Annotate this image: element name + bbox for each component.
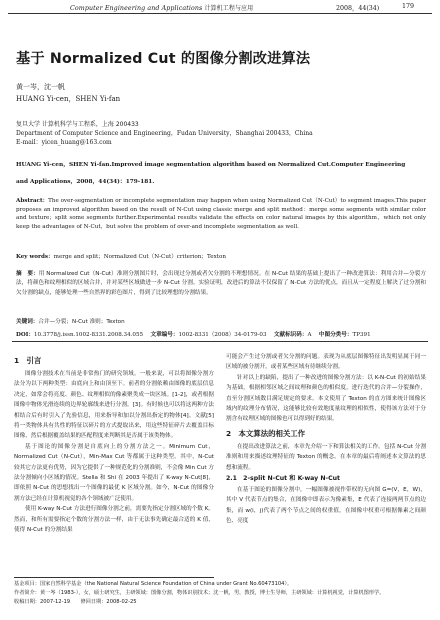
journal-name-cn: 计算机工程与应用 xyxy=(204,5,254,12)
author-email: E-mail：yicen_huang@163.com xyxy=(16,139,112,146)
article-number-label: 文章编号： xyxy=(150,332,179,338)
citation-text-2: and Applications，2008，44(34)：179-181. xyxy=(16,179,155,185)
clc-number-label: 中图分类号： xyxy=(318,332,353,338)
abstract-cn-label: 摘 要： xyxy=(16,271,39,277)
section-divider xyxy=(12,341,428,342)
authors-cn: 黄一岑，沈一帆 xyxy=(16,83,65,91)
journal-name-en: Computer Engineering and Applications xyxy=(70,5,203,12)
doi-line xyxy=(16,330,426,338)
paper-title: 基于 Normalized Cut 的图像分割改进算法 xyxy=(16,51,311,67)
document-code-value: A xyxy=(307,332,312,338)
subsection-heading-2-1: 2.1 2-split N-Cut 和 K-way N-Cut xyxy=(226,475,340,483)
citation-text: HUANG Yi-cen，SHEN Yi-fan.Improved image segmentation algorithm based on Normalized Cut.Computer Engineering xyxy=(16,162,406,168)
keywords-en-label: Key words： xyxy=(16,254,54,260)
paragraph: 图像分割技术在当前是非常热门的研究领域。一般来说，可以将图像分割方法分为以下两种类型：由底向上和由顶至下。前者的分割依赖由图像的底层信息决定，如常会将亮度、颜色、纹理相似的像素聚类成一块区域。[1-2]，或者根据图像中物体光滑连续的边界轮廓线来进行分割。[3]。有时候也可以将这两种方法相结合后有时引入了先验信息，用来指导和加以分割出指定的物体[4]。文献[5]将一类物体具有共性的特征以碎片的方式提取出来，用这些特征碎片去覆盖目标图像，然后根据覆盖结果的匹配程度来判断其是否属于该类物体。 xyxy=(14,371,214,440)
journal-name xyxy=(70,3,253,12)
paragraph: 基于图论的图像分割是自底向上的分割方法之一。Minimum Cut，Normalized Cut（N-Cut），Min-Max Cut 等都属于这种类型。其中，N-Cut 较其它方法更有优势，因为它提供了一种规范化的分割准则，不会像 Min Cut 方法分割倾向小区域的情况。Stella 和 Shi 在 2003 年提出了 K-way N-Cut[8]，即依照 N-Cut 的思想找出一个图像的最优 K 区域分割。如今，N-Cut 的图像分割方法已经在计算机视觉的各个领域被广泛使用。 xyxy=(14,443,214,502)
abstract-en-text: The over-segmentation or incomplete segmentation may happen when using Normalized Cut（N-Cut）to segment images.This paper proposes an improved algorithm based on the result of N-Cut using classic merge and split method：merge some segments with similar color and texture；split some segments further.Experimental results validate the effects on color natural images by this algorithm，which not only keep the advantages of N-Cut，but solve the problem of over-and incomplete segmentation as well. xyxy=(16,198,426,230)
keywords-cn xyxy=(16,318,426,326)
affiliation-cn: 复旦大学 计算机科学与工程系，上海 200433 xyxy=(16,121,139,128)
paragraph: 使用 K-way N-Cut 方法进行图像分割之前，需要先指定分割区域的个数 K。然而，和所有需要指定个数的分割方法一样，由于无法事先确定最合适的 K 值，使得 N-Cut 的分割结果 xyxy=(14,506,214,534)
article-number-value: 1002-8331（2008）34-0179-03 xyxy=(178,332,267,338)
keywords-en-text: merge and split；Normalized Cut（N-Cut）criterion；Texton xyxy=(53,254,226,260)
paragraph: 在提出改进算法之前，本章先介绍一下和算法相关的工作。包括 N-Cut 分割准则和用来描述纹理特征的 Texton 的概念。在本章的最后将阐述本文算法的思想和流程。 xyxy=(226,443,426,471)
keywords-cn-label: 关键词： xyxy=(16,319,39,325)
abstract-cn xyxy=(16,270,426,298)
footnote-rule xyxy=(14,577,214,578)
authors-en: HUANG Yi-cen，SHEN Yi-fan xyxy=(16,95,121,103)
abstract-cn-text: 用 Normalized Cut（N-Cut）准则分割图片时，会出现过分割或者欠分割的不理想情况。在 N-Cut 结果的基础上提出了一种改进算法：利用合并—分裂方法，将颜色和纹理相似的区域合并，并对某些区域做进一步 N-Cut 分割。实验证明，改进后的算法不仅保留了 N-Cut 方法的优点，而且从一定程度上解决了过分割和欠分割的缺点，能够处理一些自然界的彩色图片，得到了比较理想的分割结果。 xyxy=(16,271,426,296)
doi-value: 10.3778/j.issn.1002-8331.2008.34.055 xyxy=(33,332,144,338)
keywords-en xyxy=(16,253,426,261)
doi-label: DOI： xyxy=(16,332,34,338)
header-rule xyxy=(8,13,432,14)
section-heading-2: 2 本文算法的相关工作 xyxy=(226,428,306,438)
page-number: 179 xyxy=(402,3,415,10)
citation-line xyxy=(16,161,424,169)
document-code-label: 文献标识码： xyxy=(273,332,308,338)
citation-line-2 xyxy=(16,178,424,186)
section-heading-1: 1 引言 xyxy=(14,356,42,365)
issue-number: 2008，44(34) xyxy=(336,5,380,12)
running-header xyxy=(0,0,440,16)
paragraph: 可能会产生过分割或者欠分割的问题。表现为从底层图像特征出发明显属于同一区域的被分割开，或者某些区域有待继续分割。 xyxy=(226,354,426,371)
abstract-en-label: Abstract： xyxy=(16,198,49,204)
affiliation-en: Department of Computer Science and Engineering，Fudan University，Shanghai 200433，China xyxy=(16,130,313,137)
abstract-en xyxy=(16,197,426,231)
paragraph: 针对以上的缺陷，提出了一种改进的图像分割方法：以 K-N-Cut 的初始结果为基础，根据相邻区域之间纹理和颜色的相似度，进行迭代的合并—分裂操作，直至分割区域数目满足规定的要求。本文使用了 Texton 的直方图来统计图像区域内的纹理分布情况，这能够比较有效地度量纹理的相似性，使得该方法对于分割含有纹理区域的图像也可以得到好的结果。 xyxy=(226,374,426,423)
clc-number-value: TP391 xyxy=(352,332,371,338)
keywords-cn-text: 合并—分裂；N-Cut 准则；Texton xyxy=(38,319,125,325)
footnote-author: 作者简介：黄一岑（1983-），女，硕士研究生，主研领域：图像分割，物体识别技术；沈一帆，男，教授，博士生导师，主研领域：计算机视觉，计算机图形学。 xyxy=(14,590,385,596)
footnote-received: 收稿日期：2007-12-19 修回日期：2008-02-25 xyxy=(14,599,137,605)
paragraph: 在基于图论的图像分割中，一幅图像被视作带权的无向图 G=(V，E，W)，其中 V 代表节点的集合，在图像中即表示为像素集，E 代表了连接两两节点的边集，而 w(i，j)代表了两个节点之间的权重值，在图像中权重可根据像素之间颜色、亮度 xyxy=(226,487,426,525)
body-left-column xyxy=(14,352,214,536)
body-right-column xyxy=(226,352,426,527)
footnote-fund: 基金项目：国家自然科学基金（the National Natural Science Foundation of China under Grant No.60473104）。 xyxy=(14,581,293,587)
